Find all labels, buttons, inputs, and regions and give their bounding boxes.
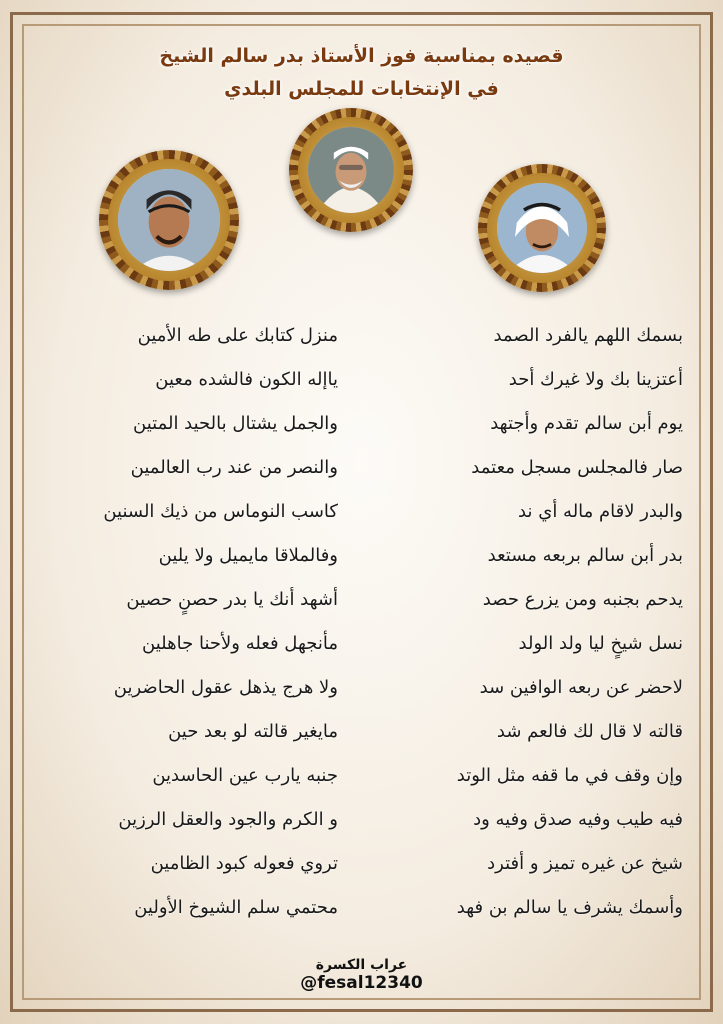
portrait-medal-left <box>99 150 239 290</box>
verse-second-hemistich: ولا هرج يذهل عقول الحاضرين <box>113 677 338 698</box>
portrait-young-man-icon <box>118 169 220 271</box>
verse-second-hemistich: والجمل يشتال بالحيد المتين <box>133 413 338 434</box>
poem-verse-row <box>0 677 723 725</box>
verse-first-hemistich: صار فالمجلس مسجل معتمد <box>471 457 683 478</box>
title-line-2: في الإنتخابات للمجلس البلدي <box>224 78 499 100</box>
verse-first-hemistich: بسمك اللهم يالفرد الصمد <box>493 325 683 346</box>
portrait-man-icon <box>497 183 587 273</box>
verse-second-hemistich: والنصر من عند رب العالمين <box>130 457 338 478</box>
verse-first-hemistich: قالته لا قال لك فالعم شد <box>496 721 683 742</box>
verse-first-hemistich: وأسمك يشرف يا سالم بن فهد <box>456 897 683 918</box>
verse-first-hemistich: شيخ عن غيره تميز و أفترد <box>487 853 683 874</box>
portrait-medal-right <box>478 164 606 292</box>
verse-second-hemistich: تروي فعوله كبود الظامين <box>150 853 338 874</box>
verse-first-hemistich: أعتزينا بك ولا غيرك أحد <box>508 369 683 390</box>
verse-first-hemistich: نسل شيخٍ ليا ولد الولد <box>518 633 683 654</box>
verse-first-hemistich: لاحضر عن ربعه الوافين سد <box>479 677 683 698</box>
verse-second-hemistich: ياإله الكون فالشده معين <box>155 369 338 390</box>
poem-verse-row <box>0 325 723 373</box>
poem-verse-row <box>0 457 723 505</box>
verse-second-hemistich: منزل كتابك على طه الأمين <box>137 325 338 346</box>
verse-second-hemistich: جنبه يارب عين الحاسدين <box>152 765 338 786</box>
poem-verse-row <box>0 809 723 857</box>
author-name: عراب الكسرة <box>315 957 408 973</box>
poem-verse-row <box>0 501 723 549</box>
verse-second-hemistich: كاسب النوماس من ذيك السنين <box>103 501 338 522</box>
verse-first-hemistich: فيه طيب وفيه صدق وفيه ود <box>473 809 683 830</box>
poem-verse-row <box>0 545 723 593</box>
verse-first-hemistich: والبدر لاقام ماله أي ند <box>518 501 683 522</box>
author-handle: @fesal12340 <box>300 973 423 993</box>
verse-first-hemistich: يدحم بجنبه ومن يزرع حصد <box>482 589 683 610</box>
verse-second-hemistich: وفالملاقا مايميل ولا يلين <box>158 545 338 566</box>
poem-verse-row <box>0 897 723 945</box>
verse-second-hemistich: مايغير قالته لو بعد حين <box>168 721 338 742</box>
portrait-elder-man-icon <box>308 127 394 213</box>
verse-second-hemistich: أشهد أنك يا بدر حصنٍ حصين <box>126 589 338 610</box>
poem-verse-row <box>0 853 723 901</box>
poem-verse-row <box>0 633 723 681</box>
verse-first-hemistich: بدر أبن سالم بربعه مستعد <box>487 545 683 566</box>
verse-second-hemistich: مأنجهل فعله ولأحنا جاهلين <box>142 633 338 654</box>
poem-verse-row <box>0 369 723 417</box>
poem-verse-row <box>0 765 723 813</box>
title-line-1: قصيده بمناسبة فوز الأستاذ بدر سالم الشيخ <box>159 45 564 67</box>
verse-second-hemistich: و الكرم والجود والعقل الرزين <box>118 809 338 830</box>
poem-verse-row <box>0 589 723 637</box>
verse-first-hemistich: يوم أبن سالم تقدم وأجتهد <box>490 413 683 434</box>
poem-verse-row <box>0 721 723 769</box>
poem-verse-row <box>0 413 723 461</box>
verse-second-hemistich: محتمي سلم الشيوخ الأولين <box>134 897 338 918</box>
verse-first-hemistich: وإن وقف في ما قفه مثل الوتد <box>456 765 683 786</box>
portrait-medal-center <box>289 108 413 232</box>
